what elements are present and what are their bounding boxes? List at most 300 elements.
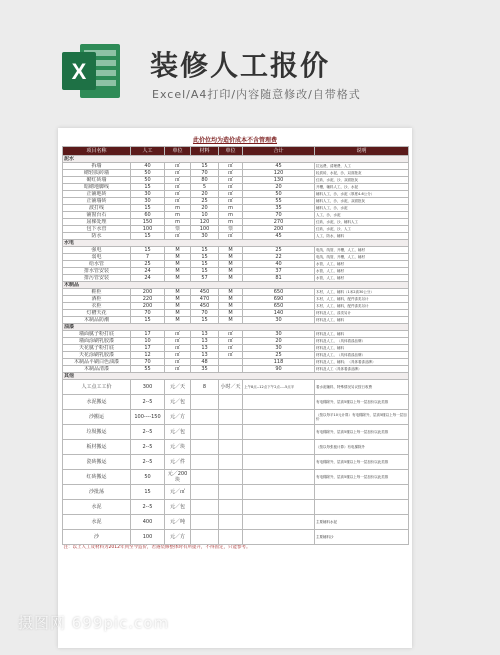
table-cell: 100----150 [131,410,165,425]
table-cell: 墙面涂刷乳胶漆 [63,338,131,345]
table-cell: 屈梯处理 [63,219,131,226]
table-cell: 15 [131,233,165,240]
table-cell: M [219,296,243,303]
table-cell: 70 [191,170,219,177]
table-cell: 2--5 [131,500,165,515]
section-row [63,282,409,289]
table-cell: M [219,261,243,268]
table-cell [243,530,315,545]
table-cell: 红砖，水泥，沙，人工 [315,226,409,233]
table-cell [243,485,315,500]
section-row [63,373,409,380]
table-cell: M [165,289,191,296]
table-cell: 电线，线管，开槽，人工，辅材 [315,254,409,261]
table-cell: 15 [191,163,219,170]
table-cell: 水泥搬运 [63,395,131,410]
table-cell [191,515,219,530]
table-row [63,268,409,275]
table-cell: 25 [131,261,165,268]
table-cell: m [219,205,243,212]
table-cell: 元／㎡ [165,485,191,500]
table-cell: M [219,247,243,254]
table-cell: M [219,268,243,275]
table-cell: 55 [131,366,165,373]
table-cell: 木材，人工，辅料，配件漆类另计 [315,296,409,303]
table-cell: ㎡ [165,331,191,338]
table-cell: 50 [131,470,165,485]
table-cell [243,470,315,485]
table-cell: M [219,254,243,261]
table-cell: 材料及人工，漆类另计 [315,310,409,317]
table-cell [243,410,315,425]
table-cell: M [219,275,243,282]
table-cell: 暗砌地脚线 [63,184,131,191]
table-cell: 元／包 [165,500,191,515]
table-cell: ㎡ [219,191,243,198]
table-cell: 板材搬运 [63,440,131,455]
table-cell: 70 [243,212,315,219]
table-cell: 铺窗台石 [63,212,131,219]
table-cell: 60 [131,212,165,219]
table-cell [191,485,219,500]
table-cell: 木制品平刷白色油漆 [63,359,131,366]
table-cell: 小时／天 [219,380,243,395]
table-cell: ㎡ [165,198,191,205]
table-cell [191,455,219,470]
table-cell [219,440,243,455]
table-cell: 材料及人工，辅料 [315,331,409,338]
table-row [63,233,409,240]
table-cell: ㎡ [219,233,243,240]
table-cell: 防水 [63,233,131,240]
table-row [63,226,409,233]
table-cell: 红砖，水泥，沙，辅料人工 [315,219,409,226]
table-row [63,395,409,410]
table-cell: 150 [131,219,165,226]
table-cell: ㎡ [165,366,191,373]
table-cell: 140 [243,310,315,317]
table-cell: 200 [243,226,315,233]
table-cell: 材料及人工，（具体看漆品牌） [315,352,409,359]
table-row [63,366,409,373]
table-cell [243,395,315,410]
table-cell: 红砖，水泥，沙，双面批灰 [315,177,409,184]
table-cell: 12 [131,352,165,359]
column-header: 人工 [131,147,165,156]
section-row [63,324,409,331]
table-cell: 270 [243,219,315,226]
table-cell: 650 [243,289,315,296]
table-cell [219,395,243,410]
table-row [63,331,409,338]
table-cell: 15 [191,317,219,324]
table-cell: m [219,219,243,226]
table-cell: 元／方 [165,530,191,545]
table-cell: 红砖搬运 [63,470,131,485]
table-cell: ㎡ [219,338,243,345]
table-cell: 材料及人工，（具体看漆品牌） [315,338,409,345]
table-cell: 瓷砖搬运 [63,455,131,470]
table-cell: 辅料人工，沙，水泥，双面批灰 [315,198,409,205]
table-cell [243,425,315,440]
table-row [63,170,409,177]
table-cell: 波打线 [63,205,131,212]
table-cell: 水泥 [63,515,131,530]
table-cell: 118 [243,359,315,366]
table-cell: 120 [191,219,219,226]
table-row [63,345,409,352]
column-header: 单位 [219,147,243,156]
table-header-row [63,147,409,156]
table-cell: 13 [191,338,219,345]
table-row [63,485,409,500]
table-cell: 450 [191,289,219,296]
table-cell: ㎡ [219,163,243,170]
table-cell: 灯槽天花 [63,310,131,317]
table-cell: 人工，防水，辅料 [315,233,409,240]
table-row [63,177,409,184]
table-cell: 15 [131,317,165,324]
table-cell [243,440,315,455]
table-row [63,317,409,324]
table-cell: 40 [243,261,315,268]
table-cell: 有电梯除外，层高5楼以上每一层加价以此类推 [315,425,409,440]
table-cell: ㎡ [165,177,191,184]
table-row [63,440,409,455]
table-cell: 30 [131,191,165,198]
table-cell: M [219,317,243,324]
table-cell: 水管，人工，辅材 [315,268,409,275]
table-cell: 人工点工工价 [63,380,131,395]
table-cell: 20 [191,205,219,212]
table-cell: 轻质砖，水泥，沙，双面批灰 [315,170,409,177]
table-cell: 15 [131,247,165,254]
section-name: 其他 [63,373,409,380]
table-cell: 天花涂刷乳胶漆 [63,352,131,359]
table-cell: 22 [243,254,315,261]
table-cell: 材料及人工，辅料 [315,317,409,324]
table-cell: 木材，人工，辅料，配件漆类另计 [315,303,409,310]
table-row [63,530,409,545]
table-cell [219,410,243,425]
table-cell: 17 [131,345,165,352]
table-cell [191,410,219,425]
table-cell: 票 [219,226,243,233]
table-cell: m [219,212,243,219]
table-cell: 220 [131,296,165,303]
column-header: 单位 [165,147,191,156]
table-cell [219,530,243,545]
table-cell: m [165,212,191,219]
page-subtitle: Excel/A4打印/内容随意修改/自带格式 [152,88,361,101]
page-title: 装修人工报价 [150,49,331,82]
table-cell: 70 [131,359,165,366]
table-cell: 衣柜 [63,303,131,310]
table-cell: 50 [131,177,165,184]
table-cell: 37 [243,268,315,275]
table-cell: 15 [131,205,165,212]
table-cell: 沙批荡 [63,485,131,500]
table-cell: ㎡ [219,198,243,205]
table-row [63,163,409,170]
excel-icon-letter: X [71,59,87,84]
table-cell: 35 [191,366,219,373]
table-cell: 13 [191,331,219,338]
table-cell: M [165,317,191,324]
table-cell: 45 [243,163,315,170]
table-cell: 排污管安装 [63,275,131,282]
table-cell: ㎡ [165,233,191,240]
table-cell: ㎡ [165,184,191,191]
table-cell: 元／方 [165,410,191,425]
table-cell: 材料及人工，辅料 [315,345,409,352]
table-cell: 30 [243,345,315,352]
section-name: 木制品 [63,282,409,289]
column-header: 项目名称 [63,147,131,156]
table-cell: 给水管 [63,261,131,268]
table-row [63,205,409,212]
table-cell: 拉运费，清理费，人工 [315,163,409,170]
table-row [63,191,409,198]
table-cell: 元／包 [165,425,191,440]
table-cell [219,366,243,373]
table-cell: 55 [243,198,315,205]
table-cell: 10 [191,212,219,219]
table-cell: 2--5 [131,425,165,440]
table-cell: 垃圾搬运 [63,425,131,440]
table-cell: M [165,310,191,317]
table-cell [219,455,243,470]
table-cell: 2--5 [131,395,165,410]
table-cell: ㎡ [165,359,191,366]
table-cell: 13 [191,352,219,359]
table-cell: 2--5 [131,455,165,470]
table-row [63,247,409,254]
table-row [63,212,409,219]
table-cell: ㎡ [165,170,191,177]
table-cell: 400 [131,515,165,530]
table-cell: 35 [243,205,315,212]
footer-note: 注：以上人工及材料为2012年到至今造价，若遇装修整体时有所提升，不得固定，只能参考。 [63,545,251,550]
table-cell: 17 [131,331,165,338]
table-cell: 元／包 [165,395,191,410]
table-cell: 50 [131,170,165,177]
table-cell: ㎡ [219,184,243,191]
column-header: 材料 [191,147,219,156]
table-cell: 元／块 [165,440,191,455]
table-cell: ㎡ [219,170,243,177]
table-row [63,184,409,191]
table-cell: 水泥 [63,500,131,515]
table-cell: M [219,303,243,310]
table-cell: 看水泥辅料，特殊情况另议按日收费 [315,380,409,395]
table-row [63,289,409,296]
table-cell [191,530,219,545]
table-cell: 10 [131,338,165,345]
table-cell: 120 [243,170,315,177]
table-row [63,425,409,440]
table-cell: M [219,310,243,317]
section-name: 水电 [63,240,409,247]
table-cell: 470 [191,296,219,303]
table-cell: M [219,289,243,296]
table-cell: 81 [243,275,315,282]
table-cell: 30 [191,233,219,240]
table-cell: m [165,205,191,212]
table-cell: 辅料人工，沙，水泥 [315,205,409,212]
table-cell: 24 [131,268,165,275]
table-cell: 强电 [63,247,131,254]
table-row [63,515,409,530]
table-cell [219,470,243,485]
table-cell: 20 [243,338,315,345]
table-cell [219,485,243,500]
table-cell: （按以每平10元计算）有电梯除外，层高5楼以上每一层加价 [315,410,409,425]
table-row [63,310,409,317]
section-name: 泥水 [63,156,409,163]
table-cell: 25 [191,198,219,205]
table-cell: 正铺地砖 [63,191,131,198]
table-cell: ㎡ [165,345,191,352]
table-row [63,261,409,268]
table-cell: 酒柜 [63,296,131,303]
table-row [63,198,409,205]
table-cell: 24 [131,275,165,282]
table-cell: 15 [191,268,219,275]
table-cell [191,500,219,515]
table-row [63,470,409,485]
table-cell: 电线，线管，开槽，人工，辅材 [315,247,409,254]
table-cell: 上午8点--12点下午2点----5点半 [243,380,315,395]
sheet-title: 此价位均为造价成本不含管理费 [192,137,277,144]
table-cell: 690 [243,296,315,303]
table-cell [219,425,243,440]
table-cell: 砌红砖墙 [63,177,131,184]
table-cell: ㎡ [219,352,243,359]
table-cell: 排水管安装 [63,268,131,275]
table-cell: 57 [191,275,219,282]
table-row [63,359,409,366]
section-row [63,240,409,247]
table-cell: 元／吨 [165,515,191,530]
table-cell: 13 [191,345,219,352]
table-cell: 20 [243,184,315,191]
table-cell: 主要辅料水泥 [315,515,409,530]
table-cell [191,395,219,410]
table-cell: 15 [191,247,219,254]
table-row [63,254,409,261]
table-cell: 元／200块 [165,470,191,485]
table-cell: 墙面腻子粉打底 [63,331,131,338]
table-cell [191,440,219,455]
table-cell: 15 [131,184,165,191]
table-cell: 15 [131,485,165,500]
table-cell: 70 [131,310,165,317]
table-cell: 40 [131,163,165,170]
table-cell: 45 [243,233,315,240]
table-cell: 辅料人工，沙，水泥（厚度4-6公分） [315,191,409,198]
table-cell [243,500,315,515]
table-cell: 15 [191,254,219,261]
table-cell: 元／天 [165,380,191,395]
table-cell: 25 [243,352,315,359]
table-cell: 100 [191,226,219,233]
table-cell: M [165,268,191,275]
table-row [63,455,409,470]
table-cell: 25 [243,247,315,254]
table-cell: M [165,303,191,310]
header [0,0,500,120]
excel-icon [60,42,122,100]
table-cell [243,515,315,530]
table-cell: 砌轻质砖墙 [63,170,131,177]
table-cell: 2--5 [131,440,165,455]
table-cell: ㎡ [219,177,243,184]
table-cell: 材料及人工，辅料；（具体看漆品牌） [315,359,409,366]
table-cell: 90 [243,366,315,373]
table-cell: 主要辅料沙 [315,530,409,545]
table-row [63,338,409,345]
table-cell: ㎡ [219,345,243,352]
table-cell: 200 [131,289,165,296]
table-row [63,303,409,310]
table-cell: 5 [191,184,219,191]
table-cell: 有电梯除外，层高5楼以上每一层加价以此类推 [315,395,409,410]
table-cell: 票 [165,226,191,233]
table-cell: 包下水管 [63,226,131,233]
table-cell: 水管，人工，辅材 [315,275,409,282]
table-cell: 30 [131,198,165,205]
table-cell: 正铺墙砖 [63,198,131,205]
table-cell: 有电梯除外，层高5楼以上每一层加价以此类推 [315,470,409,485]
table-cell: ㎡ [219,331,243,338]
table-cell: 有电梯除外，层高5楼以上每一层加价以此类推 [315,455,409,470]
table-cell: 100 [131,530,165,545]
table-cell: 130 [243,177,315,184]
table-cell: m [165,219,191,226]
table-cell: 材料及人工（具体看漆品牌） [315,366,409,373]
table-row [63,275,409,282]
table-cell: 650 [243,303,315,310]
table-cell: 300 [131,380,165,395]
table-cell: 水管，人工，辅材 [315,261,409,268]
table-cell: 30 [243,331,315,338]
table-cell: 木制品防潮 [63,317,131,324]
table-cell: 弱电 [63,254,131,261]
table-cell: ㎡ [165,163,191,170]
table-cell: 开槽，辅料人工，沙，水泥 [315,184,409,191]
table-row [63,380,409,395]
table-cell: 200 [131,303,165,310]
table-cell: 拆墙 [63,163,131,170]
table-cell: 鞋柜 [63,289,131,296]
column-header: 合计 [243,147,315,156]
table-cell: 沙搬运 [63,410,131,425]
table-cell [219,500,243,515]
table-cell: 天花腻子粉打底 [63,345,131,352]
table-cell [191,470,219,485]
table-cell: ㎡ [165,191,191,198]
table-cell: M [165,261,191,268]
table-cell: 48 [191,359,219,366]
price-table [62,146,409,551]
table-cell: 20 [191,191,219,198]
table-cell [315,485,409,500]
table-cell: 80 [191,177,219,184]
table-cell: 木材，人工，辅料（1米2高30公分） [315,289,409,296]
table-cell: 450 [191,303,219,310]
section-row [63,156,409,163]
